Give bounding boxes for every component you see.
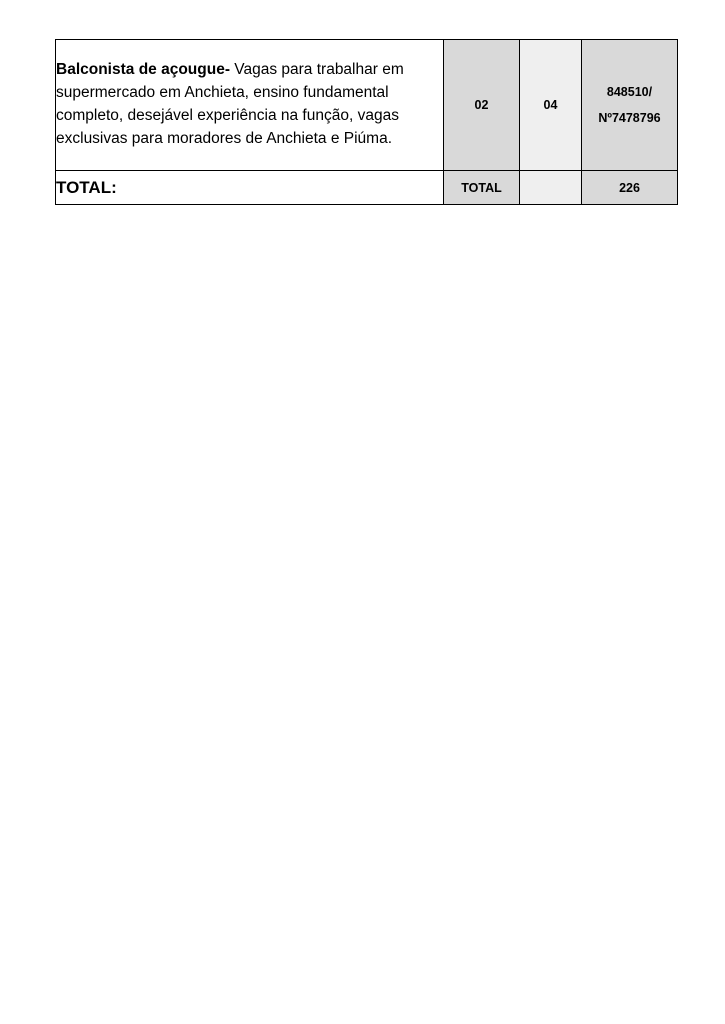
- job-title: Balconista de açougue-: [56, 61, 230, 79]
- job-quantity-cell: 02: [444, 40, 520, 171]
- total-label-cell: TOTAL:: [56, 171, 444, 205]
- total-value-cell: 226: [582, 171, 678, 205]
- job-code-line-2: Nº7478796: [598, 111, 661, 125]
- job-secondary-cell: 04: [520, 40, 582, 171]
- job-description-text: Vagas para trabalhar em supermercado em Anchieta, ensino fundamental completo, desejável experiência na função, vagas exclusivas para moradores de Anchieta e Piúma.: [56, 61, 404, 147]
- job-code-cell: [582, 40, 678, 171]
- table-row: [56, 40, 678, 171]
- total-word-cell: TOTAL: [444, 171, 520, 205]
- total-blank-cell: [520, 171, 582, 205]
- table-total-row: [56, 171, 678, 205]
- job-vacancy-table: [55, 39, 678, 205]
- job-code-line-1: 848510/: [606, 84, 653, 99]
- job-description-cell: [56, 40, 444, 171]
